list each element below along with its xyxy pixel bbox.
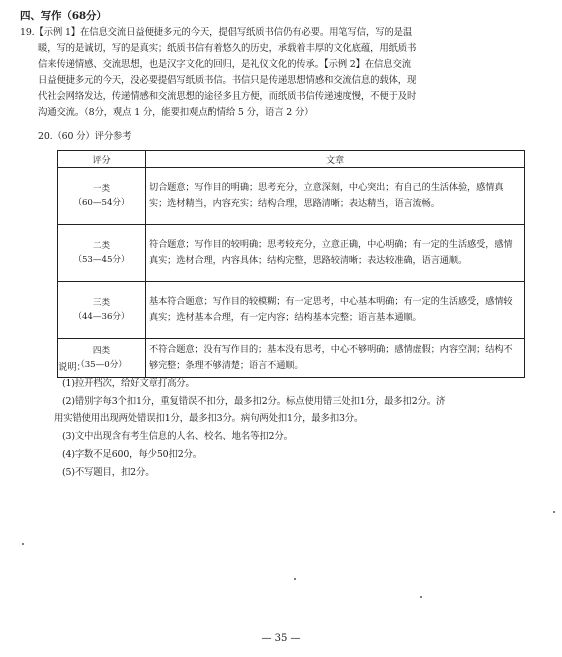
q19-line: 沟通交流。（8分，观点 1 分，能要扣观点酌情给 5 分，语言 2 分） — [38, 107, 314, 118]
scan-speck — [22, 543, 24, 545]
grade-level: 一类 — [92, 184, 111, 194]
grade-level: 四类 — [92, 346, 111, 356]
section-heading: 四、写作（68分） — [20, 10, 107, 22]
notes-heading: 说明： — [58, 362, 86, 373]
grade-level-cell — [58, 168, 146, 225]
header-grade: 评分 — [58, 151, 146, 168]
table-row — [58, 282, 525, 339]
note-line: (5)不写题目，扣2分。 — [62, 467, 155, 478]
grade-range: （60—54分） — [73, 198, 130, 208]
grade-level-cell — [58, 225, 146, 282]
page-number: — 35 — — [261, 633, 301, 644]
grade-level: 二类 — [92, 241, 111, 251]
q19-line: 信来传递情感、交流思想，也是汉字文化的回归，是礼仪文化的传承。【示例 2】在信息交流 — [38, 59, 411, 70]
grade-description: 符合题意；写作目的较明确；思考较充分，立意正确，中心明确；有一定的生活感受，感情真实；选材合理，内容具体；结构完整，思路较清晰；表达较准确，语言通顺。 — [146, 225, 525, 282]
grade-description: 不符合题意；没有写作目的；基本没有思考，中心不够明确；感情虚假；内容空洞；结构不够完整；条理不够清楚；语言不通顺。 — [146, 339, 525, 378]
note-line: (4)字数不足600，每少50扣2分。 — [62, 449, 202, 460]
grade-description: 基本符合题意；写作目的较模糊；有一定思考，中心基本明确；有一定的生活感受，感情较真实；选材基本合理，有一定内容；结构基本完整；语言基本通顺。 — [146, 282, 525, 339]
table-row — [58, 168, 525, 225]
table-header-row — [58, 151, 525, 168]
note-line: 用实错使用出现两处错误扣1分，最多扣3分。病句两处扣1分，最多扣3分。 — [54, 413, 364, 424]
note-line: (3)文中出现含有考生信息的人名、校名、地名等扣2分。 — [62, 431, 293, 442]
grade-level: 三类 — [92, 298, 111, 308]
note-line: (2)错别字每3个扣1分，重复错误不扣分，最多扣2分。标点使用错三处扣1分，最多扣2分。济 — [62, 396, 446, 407]
scan-speck — [294, 578, 296, 580]
grade-range: （35—0分） — [76, 360, 127, 370]
q19-line: 19.【示例 1】在信息交流日益便捷多元的今天，提倡写纸质书信仍有必要。用笔写信，写的是温 — [20, 27, 413, 38]
grade-description: 切合题意；写作目的明确；思考充分，立意深刻，中心突出；有自己的生活体验，感情真实；选材精当，内容充实；结构合理，思路清晰；表达精当，语言流畅。 — [146, 168, 525, 225]
note-line: (1)拉开档次，给好文章打高分。 — [62, 378, 195, 389]
q19-line: 日益便捷多元的今天，没必要提倡写纸质书信。书信只是传递思想情感和交流信息的载体，现 — [38, 75, 417, 86]
table-row — [58, 225, 525, 282]
q19-line: 代社会网络发达，传递情感和交流思想的途径多且方便，而纸质书信传递速度慢，不便于及时 — [38, 91, 417, 102]
grade-range: （53—45分） — [73, 255, 130, 265]
q20-title: 20.（60 分）评分参考 — [38, 131, 132, 142]
grade-level-cell — [58, 282, 146, 339]
q19-line: 暖，写的是诚切，写的是真实；纸质书信有着悠久的历史，承载着丰厚的文化底蕴，用纸质书 — [38, 43, 417, 54]
table-row — [58, 339, 525, 378]
scan-speck — [553, 511, 555, 513]
scan-speck — [420, 596, 422, 598]
grade-range: （44—36分） — [73, 312, 130, 322]
grading-table — [57, 150, 525, 378]
header-essay: 文章 — [146, 151, 525, 168]
